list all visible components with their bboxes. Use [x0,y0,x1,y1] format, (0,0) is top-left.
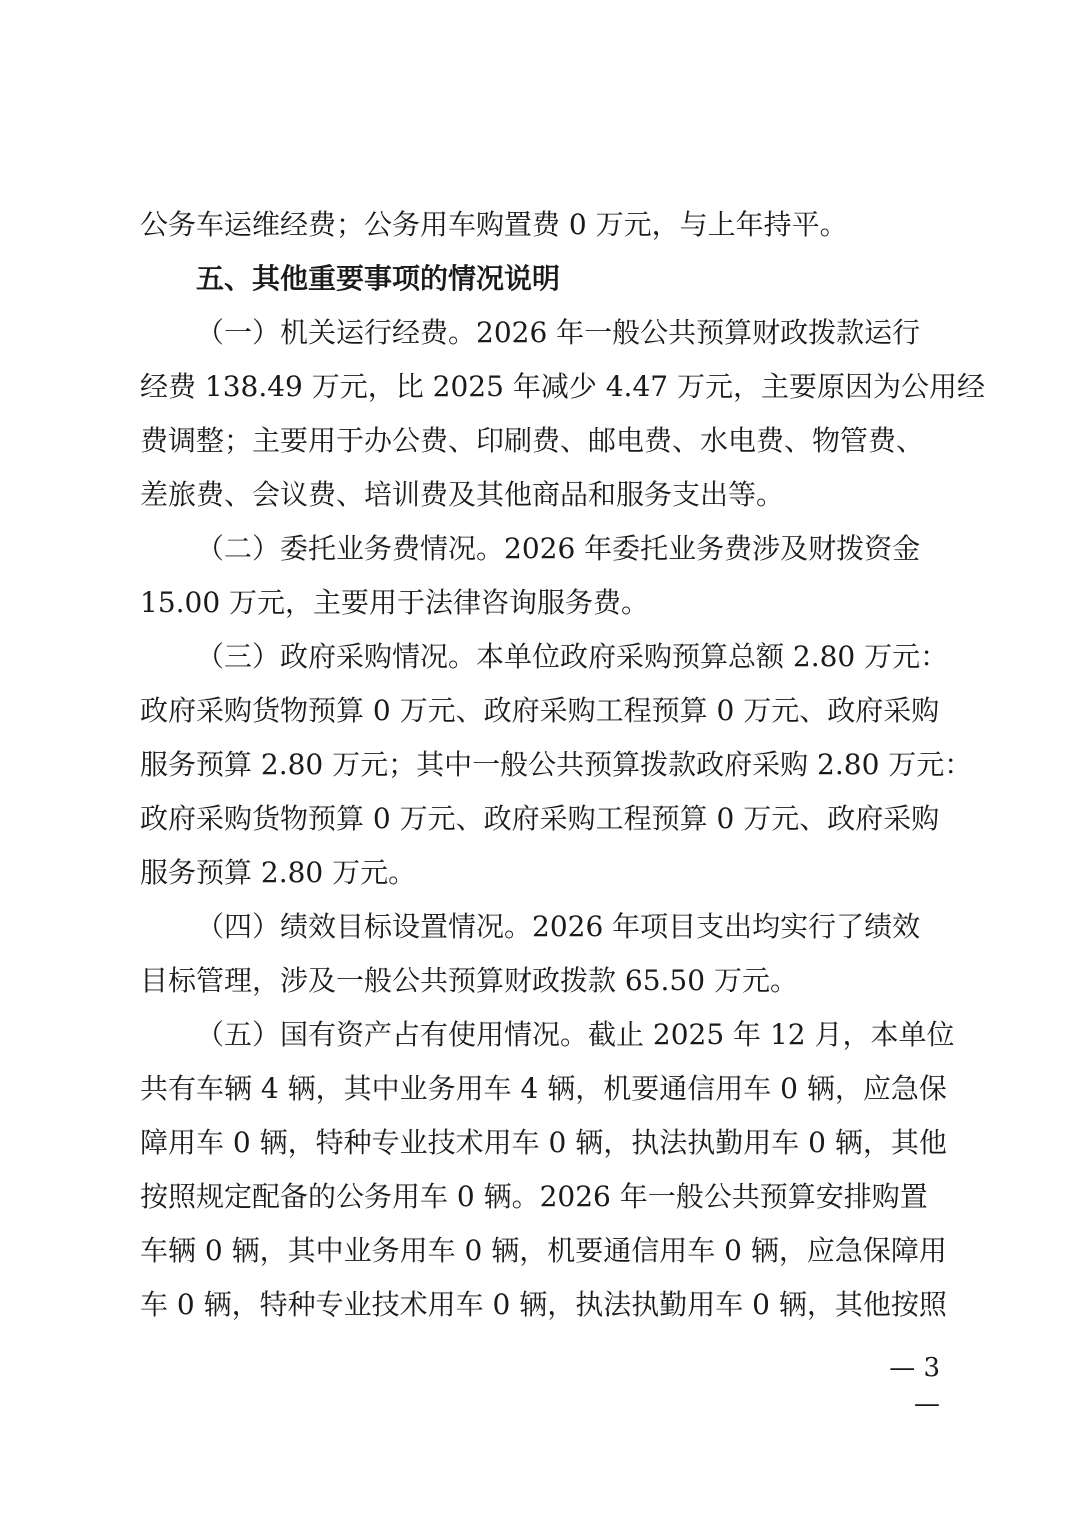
text-line: 费调整；主要用于办公费、印刷费、邮电费、水电费、物管费、 [140,424,925,457]
text-line: （三）政府采购情况。本单位政府采购预算总额 2.80 万元： [196,640,949,673]
text-line: 共有车辆 4 辆，其中业务用车 4 辆，机要通信用车 0 辆，应急保 [140,1072,947,1105]
text-line: 障用车 0 辆，特种专业技术用车 0 辆，执法执勤用车 0 辆，其他 [140,1126,947,1159]
text-line: 15.00 万元，主要用于法律咨询服务费。 [140,586,650,619]
page-number: — 3 — [889,1353,940,1419]
text-line: （二）委托业务费情况。2026 年委托业务费涉及财拨资金 [196,532,921,565]
text-line: （五）国有资产占有使用情况。截止 2025 年 12 月，本单位 [196,1018,955,1051]
text-line: 经费 138.49 万元，比 2025 年减少 4.47 万元，主要原因为公用经 [140,370,985,403]
text-line: 政府采购货物预算 0 万元、政府采购工程预算 0 万元、政府采购 [140,694,940,727]
text-line: 目标管理，涉及一般公共预算财政拨款 65.50 万元。 [140,964,798,997]
text-line: 政府采购货物预算 0 万元、政府采购工程预算 0 万元、政府采购 [140,802,940,835]
section-heading: 五、其他重要事项的情况说明 [196,262,561,295]
text-line: （四）绩效目标设置情况。2026 年项目支出均实行了绩效 [196,910,921,943]
text-line: 服务预算 2.80 万元；其中一般公共预算拨款政府采购 2.80 万元： [140,748,973,781]
text-line: （一）机关运行经费。2026 年一般公共预算财政拨款运行 [196,316,921,349]
text-line: 车 0 辆，特种专业技术用车 0 辆，执法执勤用车 0 辆，其他按照 [140,1288,947,1321]
text-line: 差旅费、会议费、培训费及其他商品和服务支出等。 [140,478,785,511]
text-line: 车辆 0 辆，其中业务用车 0 辆，机要通信用车 0 辆，应急保障用 [140,1234,947,1267]
text-line: 按照规定配备的公务用车 0 辆。2026 年一般公共预算安排购置 [140,1180,928,1213]
text-line: 公务车运维经费；公务用车购置费 0 万元，与上年持平。 [140,208,848,241]
text-line: 服务预算 2.80 万元。 [140,856,417,889]
